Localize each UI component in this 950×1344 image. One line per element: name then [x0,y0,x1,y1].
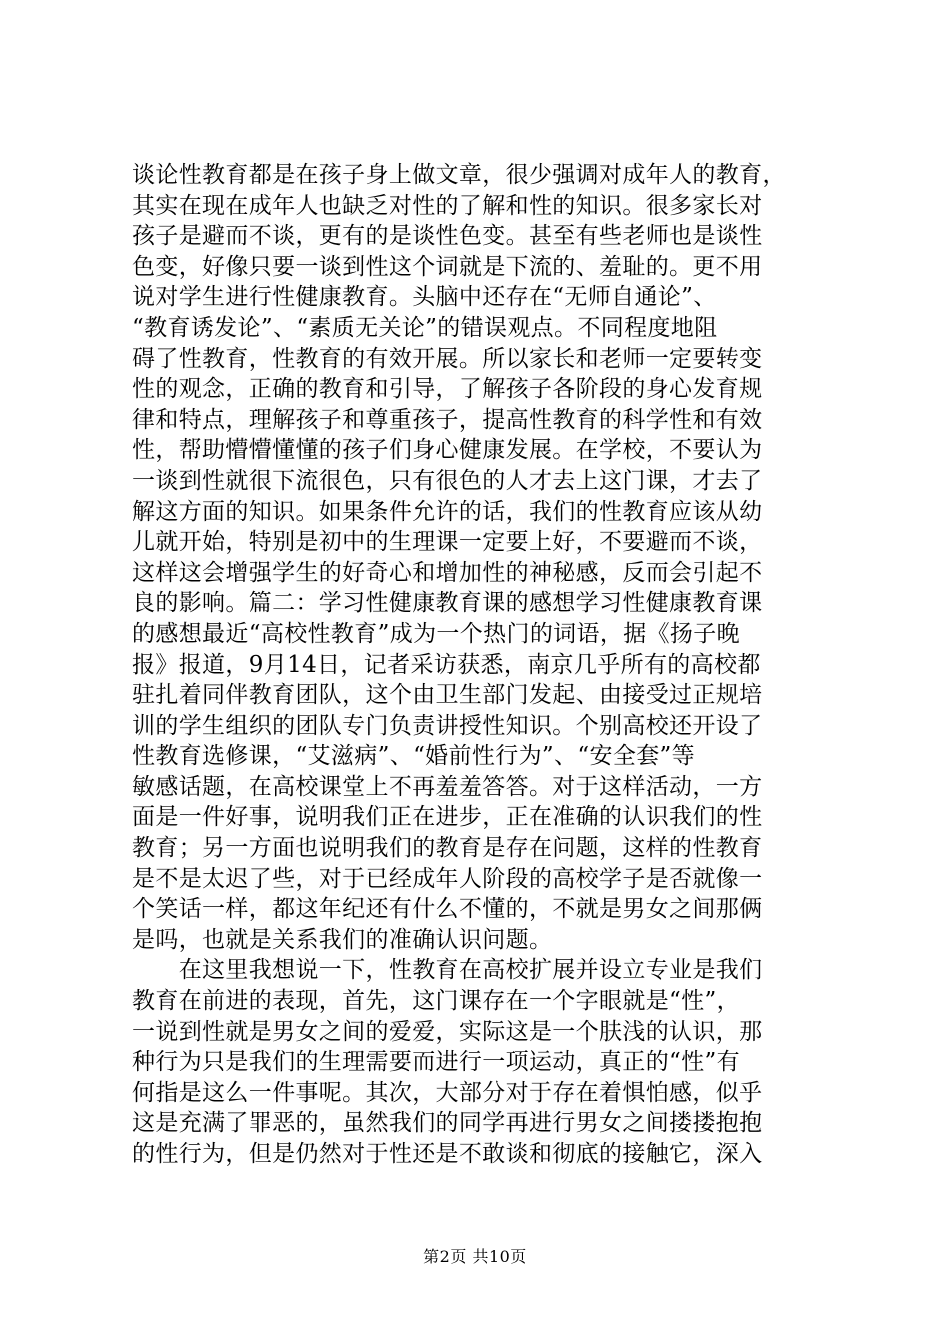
text-line: 一谈到性就很下流很色，只有很色的人才去上这门课，才去了 [132,467,763,494]
text-line: 的感想最近“高校性教育”成为一个热门的词语，据《扬子晚 [132,620,740,647]
text-line: 教育在前进的表现，首先，这门课存在一个字眼就是“性”， [132,988,740,1015]
text-line: 这样这会增强学生的好奇心和增加性的神秘感，反而会引起不 [132,559,763,586]
text-line: 是吗，也就是关系我们的准确认识问题。 [132,926,553,953]
text-line: 解这方面的知识。如果条件允许的话，我们的性教育应该从幼 [132,498,763,525]
text-line: 性，帮助懵懵懂懂的孩子们身心健康发展。在学校，不要认为 [132,437,763,464]
text-line: 个笑话一样，都这年纪还有什么不懂的，不就是男女之间那俩 [132,896,763,923]
text-line: 律和特点，理解孩子和尊重孩子，提高性教育的科学性和有效 [132,406,763,433]
text-line: 儿就开始，特别是初中的生理课一定要上好，不要避而不谈， [132,529,763,556]
text-line: 训的学生组织的团队专门负责讲授性知识。个别高校还开设了 [132,712,763,739]
text-line: 是不是太迟了些，对于已经成年人阶段的高校学子是否就像一 [132,865,763,892]
text-line: 驻扎着同伴教育团队，这个由卫生部门发起、由接受过正规培 [132,682,763,709]
text-line: 敏感话题，在高校课堂上不再羞羞答答。对于这样活动，一方 [132,773,763,800]
text-line: 的性行为，但是仍然对于性还是不敢谈和彻底的接触它，深入 [132,1141,763,1167]
text-line: 碍了性教育，性教育的有效开展。所以家长和老师一定要转变 [132,345,763,372]
page-number-footer: 第2页 共10页 [423,1247,527,1266]
document-body [132,160,832,1170]
text-line: 其实在现在成年人也缺乏对性的了解和性的知识。很多家长对 [132,192,763,219]
text-line: 这是充满了罪恶的，虽然我们的同学再进行男女之间搂搂抱抱 [132,1110,763,1137]
text-line: 说对学生进行性健康教育。头脑中还存在“无师自通论”、 [132,284,717,311]
text-line: “教育诱发论”、“素质无关论”的错误观点。不同程度地阻 [132,314,718,341]
text-line: 谈论性教育都是在孩子身上做文章，很少强调对成年人的教育， [132,162,786,188]
text-line: 教育；另一方面也说明我们的教育是存在问题，这样的性教育 [132,835,763,862]
text-line: 何指是这么一件事呢。其次，大部分对于存在着惧怕感，似乎 [132,1079,763,1106]
text-line: 种行为只是我们的生理需要而进行一项运动，真正的“性”有 [132,1049,740,1076]
text-line: 孩子是避而不谈，更有的是谈性色变。甚至有些老师也是谈性 [132,223,763,250]
text-line: 色变，好像只要一谈到性这个词就是下流的、羞耻的。更不用 [132,253,763,280]
text-line: 一说到性就是男女之间的爱爱，实际这是一个肤浅的认识，那 [132,1018,763,1045]
paragraph-start-line: 在这里我想说一下，性教育在高校扩展并设立专业是我们 [132,957,763,984]
text-line: 面是一件好事，说明我们正在进步，正在准确的认识我们的性 [132,804,763,831]
text-line: 性的观念，正确的教育和引导，了解孩子各阶段的身心发育规 [132,376,763,403]
text-line: 性教育选修课，“艾滋病”、“婚前性行为”、“安全套”等 [132,743,695,770]
text-line: 良的影响。篇二：学习性健康教育课的感想学习性健康教育课 [132,590,763,617]
text-line: 报》报道，9月14日，记者采访获悉，南京几乎所有的高校都 [132,651,761,678]
